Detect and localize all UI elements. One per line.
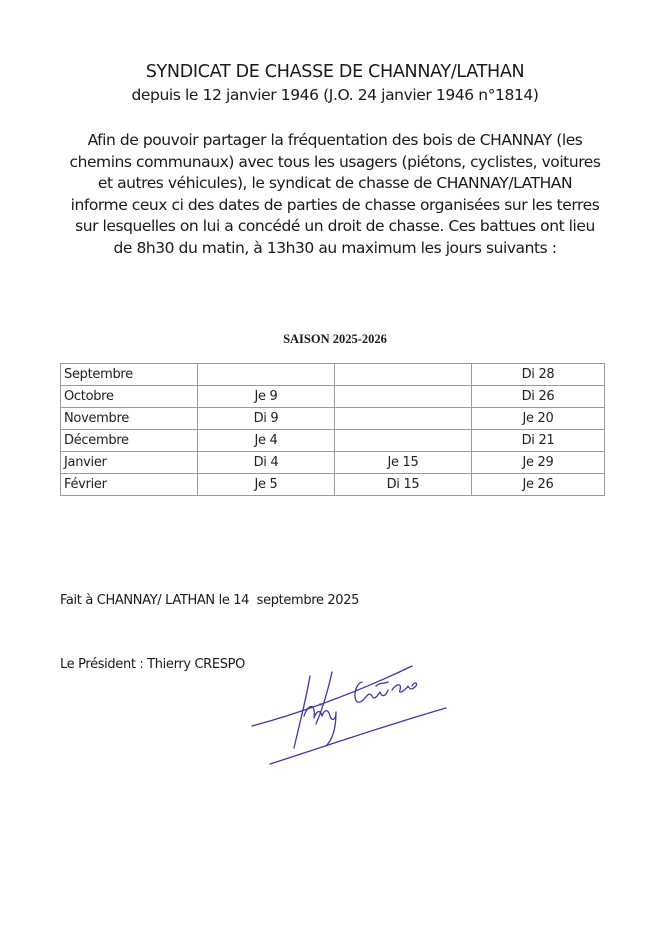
- month-cell: Septembre: [61, 364, 198, 386]
- date-cell: [335, 386, 472, 408]
- place-and-date: Fait à CHANNAY/ LATHAN le 14 septembre 2025: [60, 593, 360, 608]
- signature-stroke: [392, 683, 417, 692]
- hunting-dates-table: [60, 363, 605, 496]
- signature-stroke: [304, 707, 336, 747]
- signature-stroke: [376, 682, 388, 686]
- date-cell: Di 15: [335, 474, 472, 496]
- document-title: SYNDICAT DE CHASSE DE CHANNAY/LATHAN: [145, 62, 525, 82]
- signature-stroke: [320, 704, 321, 705]
- month-cell: Octobre: [61, 386, 198, 408]
- month-cell: Janvier: [61, 452, 198, 474]
- date-cell: Di 4: [198, 452, 335, 474]
- intro-line: sur lesquelles on lui a concédé un droit de chasse. Ces battues ont lieu: [75, 217, 595, 236]
- intro-line: et autres véhicules), le syndicat de chasse de CHANNAY/LATHAN: [97, 174, 573, 193]
- date-cell: Je 26: [472, 474, 605, 496]
- date-cell: Je 9: [198, 386, 335, 408]
- intro-line: informe ceux ci des dates de parties de chasse organisées sur les terres: [70, 195, 600, 214]
- signature-image: [250, 660, 470, 780]
- table-row: [61, 474, 605, 496]
- season-title: SAISON 2025-2026: [283, 332, 387, 346]
- date-cell: Di 26: [472, 386, 605, 408]
- date-cell: Di 9: [198, 408, 335, 430]
- month-cell: Février: [61, 474, 198, 496]
- month-cell: Décembre: [61, 430, 198, 452]
- date-cell: Je 4: [198, 430, 335, 452]
- date-cell: Je 20: [472, 408, 605, 430]
- signature-stroke: [252, 666, 412, 726]
- date-cell: [198, 364, 335, 386]
- date-cell: Di 28: [472, 364, 605, 386]
- intro-line: de 8h30 du matin, à 13h30 au maximum les jours suivants :: [113, 238, 557, 257]
- table-row: [61, 364, 605, 386]
- signature-stroke: [294, 676, 310, 748]
- month-cell: Novembre: [61, 408, 198, 430]
- president-name: Le Président : Thierry CRESPO: [60, 657, 246, 672]
- date-cell: Je 15: [335, 452, 472, 474]
- date-cell: Di 21: [472, 430, 605, 452]
- table-row: [61, 386, 605, 408]
- date-cell: Je 29: [472, 452, 605, 474]
- date-cell: [335, 408, 472, 430]
- table-row: [61, 430, 605, 452]
- date-cell: [335, 430, 472, 452]
- intro-line: chemins communaux) avec tous les usagers (piétons, cyclistes, voitures: [69, 152, 601, 171]
- intro-line: Afin de pouvoir partager la fréquentation des bois de CHANNAY (les: [87, 131, 583, 149]
- table-row: [61, 408, 605, 430]
- document-subtitle: depuis le 12 janvier 1946 (J.O. 24 janvier 1946 n°1814): [131, 86, 539, 104]
- date-cell: [335, 364, 472, 386]
- table-row: [61, 452, 605, 474]
- intro-paragraph: [50, 130, 620, 260]
- date-cell: Je 5: [198, 474, 335, 496]
